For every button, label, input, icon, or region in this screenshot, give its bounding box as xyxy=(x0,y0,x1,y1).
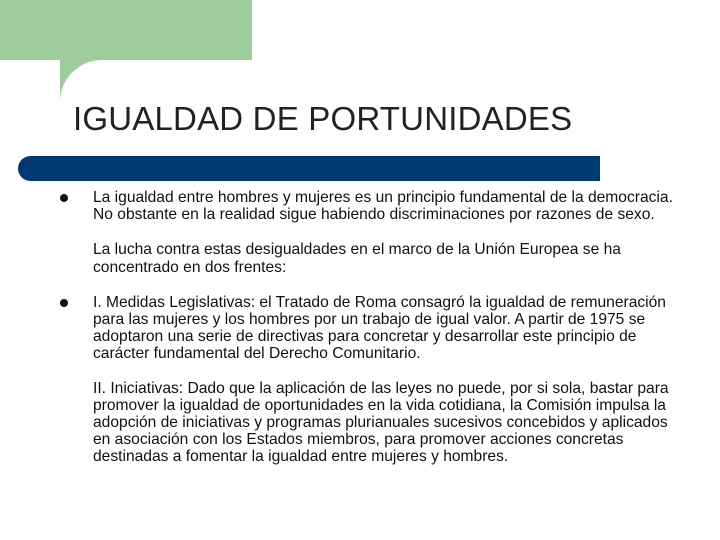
bullet-2-text: I. Medidas Legislativas: el Tratado de Roma consagró la igualdad de remuneración para las mujeres y los hombres por un trabajo de igual valor. A partir de 1975 se adoptaron una serie de directivas para concretar y desarrollar este principio de carácter fundamental del Derecho Comunitario. xyxy=(93,293,666,363)
slide-content xyxy=(58,189,678,466)
bullet-item-2 xyxy=(58,294,678,363)
bullet-dot-icon xyxy=(60,299,68,307)
title-underline-bar xyxy=(18,156,600,181)
bullet-1-text: La igualdad entre hombres y mujeres es un principio fundamental de la democracia. No obstante en la realidad sigue habiendo discriminaciones por razones de sexo. xyxy=(93,189,673,224)
bullet-dot-icon xyxy=(60,194,68,202)
decorative-left-strip xyxy=(0,60,60,540)
bullet-item-1 xyxy=(58,189,678,223)
bullet-2-continuation: II. Iniciativas: Dado que la aplicación de las leyes no puede, por si sola, bastar para promover la igualdad de oportunidades en la vida cotidiana, la Comisión impulsa la adopción de iniciativas y programas plurianuales sucesivos concebidos y aplicados en asociación con los Estados miembros, para promover acciones concretas destinadas a fomentar la igualdad entre mujeres y hombres. xyxy=(93,379,669,466)
slide-title: IGUALDAD DE PORTUNIDADES xyxy=(73,100,573,137)
bullet-1-continuation: La lucha contra estas desigualdades en el marco de la Unión Europea se ha concentrado en dos frentes: xyxy=(93,241,621,276)
